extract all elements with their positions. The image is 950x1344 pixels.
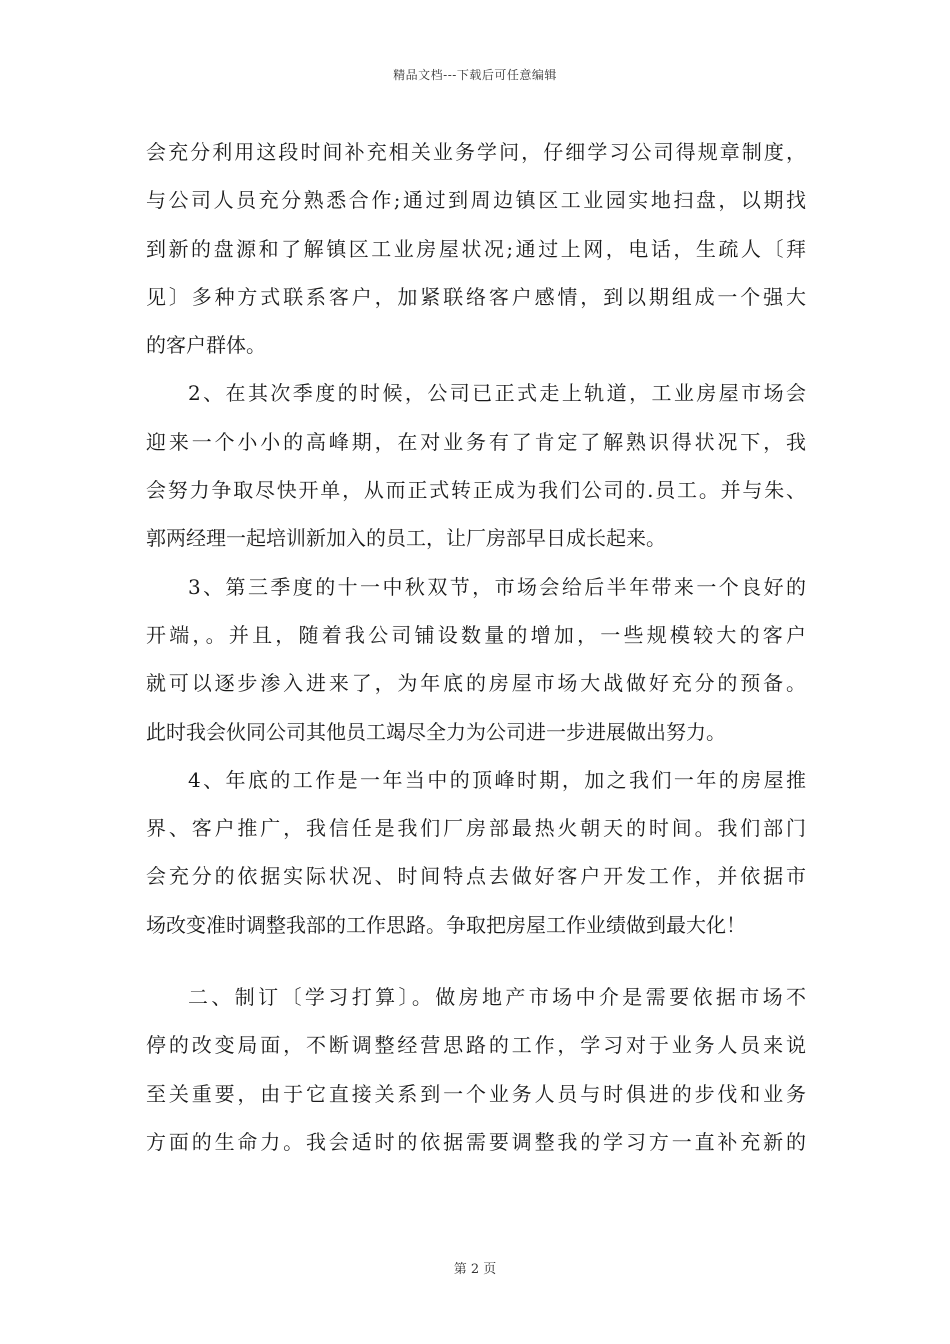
text-line: 开端，。并且，随着我公司铺设数量的增加，一些规模较大的客户 <box>146 622 806 647</box>
text-line: 会充分利用这段时间补充相关业务学问，仔细学习公司得规章制度， <box>146 140 806 164</box>
paragraph-2 <box>146 369 806 562</box>
text-line: 停的改变局面，不断调整经营思路的工作，学习对于业务人员来说 <box>146 1033 806 1058</box>
text-line: 方面的生命力。我会适时的依据需要调整我的学习方一直补充新的 <box>146 1129 806 1154</box>
text-line: 至关重要，由于它直接关系到一个业务人员与时俱进的步伐和业务 <box>146 1081 806 1106</box>
text-line: 郭两经理一起培训新加入的员工，让厂房部早日成长起来。 <box>146 526 666 551</box>
text-line: 与公司人员充分熟悉合作;通过到周边镇区工业园实地扫盘，以期找 <box>146 188 806 213</box>
text-line: 见〕多种方式联系客户，加紧联络客户感情，到以期组成一个强大 <box>146 284 806 309</box>
text-line: 2、在其次季度的时候，公司已正式走上轨道，工业房屋市场会 <box>188 381 806 406</box>
text-line: 会努力争取尽快开单，从而正式转正成为我们公司的.员工。并与朱、 <box>146 478 806 503</box>
text-line: 3、第三季度的十一中秋双节，市场会给后半年带来一个良好的 <box>188 574 806 599</box>
text-line: 此时我会伙同公司其他员工竭尽全力为公司进一步进展做出努力。 <box>146 719 726 744</box>
text-line: 二、制订〔学习打算〕。做房地产市场中介是需要依据市场不 <box>188 985 806 1010</box>
text-line: 的客户群体。 <box>146 333 266 358</box>
text-line: 就可以逐步渗入进来了，为年底的房屋市场大战做好充分的预备。 <box>146 671 806 696</box>
text-line: 场改变准时调整我部的工作思路。争取把房屋工作业绩做到最大化！ <box>146 912 746 937</box>
paragraph-1 <box>146 128 806 369</box>
text-line: 界、客户推广，我信任是我们厂房部最热火朝天的时间。我们部门 <box>146 816 806 841</box>
paragraph-3 <box>146 563 806 756</box>
document-body <box>146 128 806 1166</box>
paragraph-5 <box>146 973 806 1166</box>
page-header: 精品文档---下载后可任意编辑 <box>393 68 557 82</box>
paragraph-4 <box>146 756 806 949</box>
text-line: 会充分的依据实际状况、时间特点去做好客户开发工作，并依据市 <box>146 864 806 889</box>
text-line: 4、年底的工作是一年当中的顶峰时期，加之我们一年的房屋推 <box>188 767 806 792</box>
text-line: 到新的盘源和了解镇区工业房屋状况;通过上网，电话，生疏人〔拜 <box>146 236 806 261</box>
page-number: 第 2 页 <box>453 1262 497 1277</box>
paragraph-gap <box>146 949 806 973</box>
text-line: 迎来一个小小的高峰期，在对业务有了肯定了解熟识得状况下，我 <box>146 429 806 454</box>
